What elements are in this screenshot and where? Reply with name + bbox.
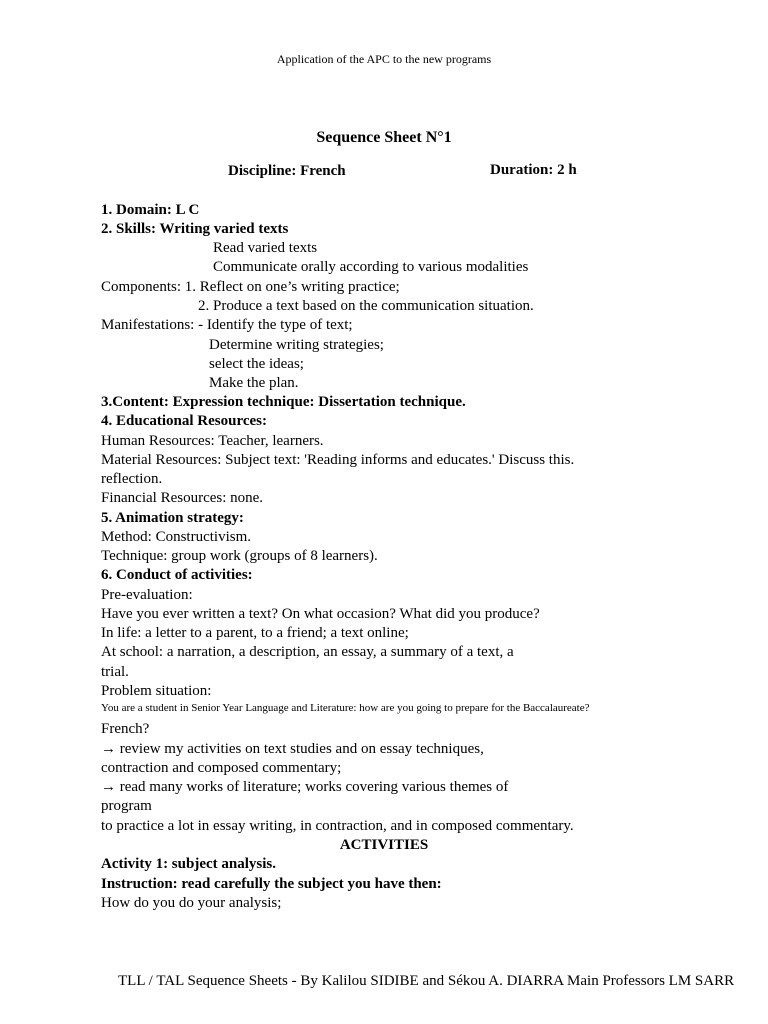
body-line: 6. Conduct of activities: [101, 567, 253, 583]
body-line: How do you do your analysis; [101, 895, 282, 911]
body-line: Instruction: read carefully the subject you have then: [101, 876, 442, 892]
body-line: Have you ever written a text? On what occasion? What did you produce? [101, 606, 540, 622]
page-title: Sequence Sheet N°1 [316, 129, 452, 146]
body-line: Problem situation: [101, 683, 212, 699]
body-line: trial. [101, 664, 129, 680]
body-line: You are a student in Senior Year Language and Literature: how are you going to prepare for the Baccalaureate? [101, 702, 590, 714]
body-line: Communicate orally according to various modalities [213, 259, 529, 275]
body-line: Manifestations: - Identify the type of text; [101, 317, 353, 333]
body-line: At school: a narration, a description, an essay, a summary of a text, a [101, 644, 514, 660]
body-line: French? [101, 721, 150, 737]
body-line: 3.Content: Expression technique: Dissertation technique. [101, 394, 466, 410]
body-line: → review my activities on text studies and on essay techniques, [101, 741, 484, 757]
body-line: 2. Skills: Writing varied texts [101, 221, 289, 237]
body-line: program [101, 798, 152, 814]
body-line: Make the plan. [209, 375, 299, 391]
body-line: Components: 1. Reflect on one’s writing practice; [101, 279, 400, 295]
running-header: Application of the APC to the new programs [276, 52, 492, 66]
body-line: 1. Domain: L C [101, 202, 200, 218]
body-line: → read many works of literature; works covering various themes of [101, 779, 509, 795]
body-line: to practice a lot in essay writing, in contraction, and in composed commentary. [101, 818, 574, 834]
body-line: In life: a letter to a parent, to a friend; a text online; [101, 625, 409, 641]
body-line: Method: Constructivism. [101, 529, 251, 545]
body-line: Pre-evaluation: [101, 587, 193, 603]
body-line: Technique: group work (groups of 8 learners). [101, 548, 378, 564]
body-line: reflection. [101, 471, 163, 487]
duration-label: Duration: 2 h [490, 162, 577, 178]
body-line: select the ideas; [209, 356, 304, 372]
body-line: 5. Animation strategy: [101, 510, 244, 526]
body-line: Read varied texts [213, 240, 318, 256]
body-line: 2. Produce a text based on the communication situation. [198, 298, 534, 314]
body-line: contraction and composed commentary; [101, 760, 342, 776]
discipline-label: Discipline: French [228, 163, 346, 179]
body-line: Human Resources: Teacher, learners. [101, 433, 324, 449]
activities-heading: ACTIVITIES [339, 837, 429, 853]
body-line: Determine writing strategies; [209, 337, 384, 353]
body-line: 4. Educational Resources: [101, 413, 267, 429]
body-line: Material Resources: Subject text: 'Reading informs and educates.' Discuss this. [101, 452, 575, 468]
body-line: Activity 1: subject analysis. [101, 856, 276, 872]
page-footer: TLL / TAL Sequence Sheets - By Kalilou SIDIBE and Sékou A. DIARRA Main Professors LM SARR [118, 973, 735, 989]
body-line: Financial Resources: none. [101, 490, 264, 506]
